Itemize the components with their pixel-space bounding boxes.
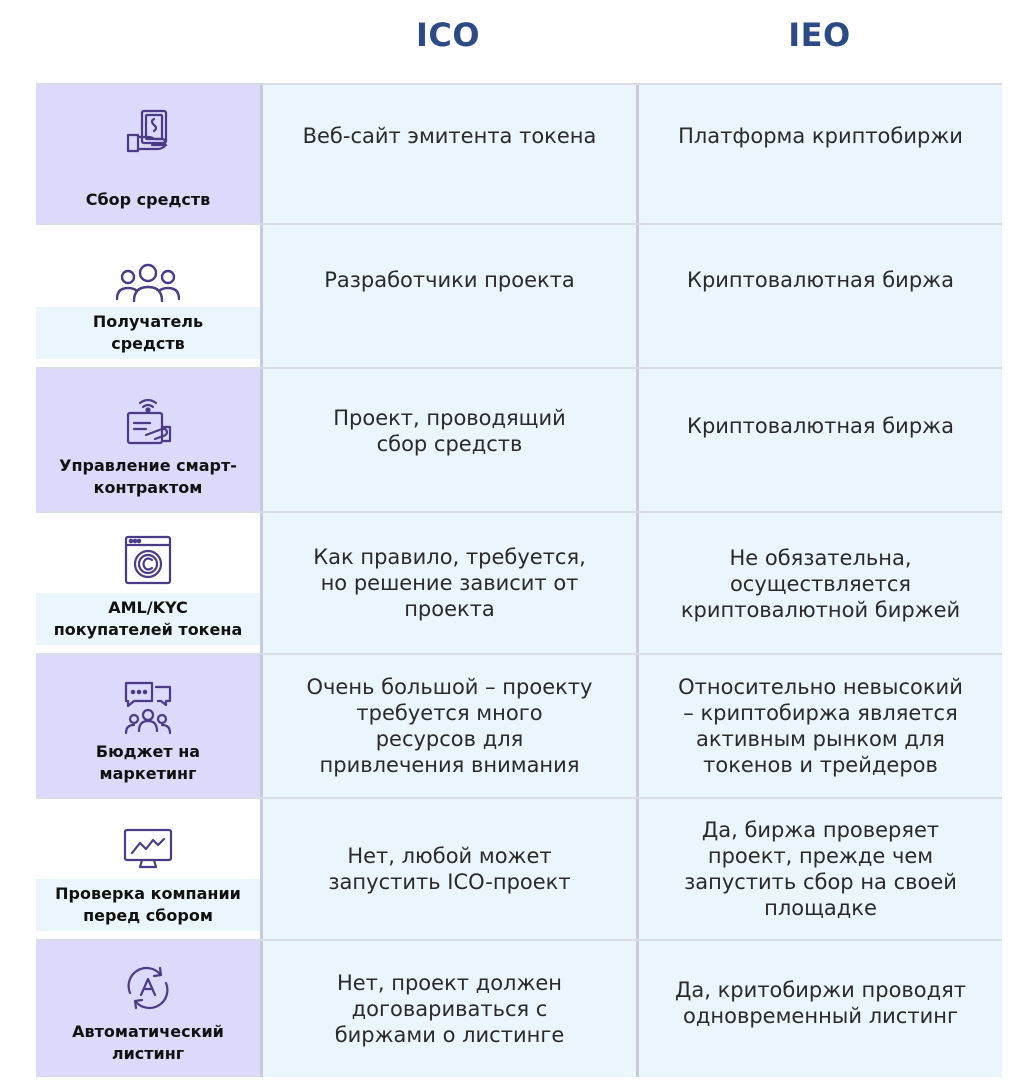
ieo-cell: Да, критобиржи проводят одновременный листинг [639, 941, 1002, 1077]
ico-cell: Разработчики проекта [263, 225, 639, 367]
category-cell [36, 655, 263, 797]
comparison-table [36, 83, 1002, 1077]
ico-cell: Нет, любой может запустить ICO-проект [263, 799, 639, 939]
chat-people-icon [122, 677, 174, 737]
table-row [36, 83, 1002, 225]
table-row [36, 799, 1002, 941]
ico-cell: Веб-сайт эмитента токена [263, 85, 639, 223]
people-group-icon [113, 261, 183, 309]
category-cell [36, 369, 263, 511]
ieo-cell: Криптовалютная биржа [639, 369, 1002, 511]
category-label: Получатель средств [36, 307, 260, 359]
category-cell [36, 225, 263, 367]
table-row [36, 369, 1002, 513]
ico-cell: Проект, проводящий сбор средств [263, 369, 639, 511]
money-hand-icon [122, 105, 174, 157]
ico-cell: Очень большой – проекту требуется много ресурсов для привлечения внимания [263, 655, 639, 797]
auto-cycle-icon [122, 963, 174, 1013]
category-label: Сбор средств [85, 190, 211, 209]
ieo-cell: Относительно невысокий – криптобиржа является активным рынком для токенов и трейдеров [639, 655, 1002, 797]
category-label: Управление смарт- контрактом [59, 456, 237, 497]
table-row [36, 655, 1002, 799]
category-cell [36, 85, 263, 223]
ieo-cell: Криптовалютная биржа [639, 225, 1002, 367]
table-row [36, 513, 1002, 655]
copyright-browser-icon [124, 535, 172, 585]
smart-contract-hand-icon [118, 395, 178, 451]
ico-cell: Как правило, требуется, но решение зависит от проекта [263, 513, 639, 653]
category-label: Проверка компании перед сбором [36, 879, 260, 931]
monitor-chart-icon [122, 827, 174, 871]
table-row [36, 941, 1002, 1077]
category-label: AML/KYC покупателей токена [36, 593, 260, 645]
column-header-ico: ICO [415, 16, 481, 54]
category-cell [36, 941, 263, 1077]
table-row [36, 225, 1002, 369]
ieo-cell: Да, биржа проверяет проект, прежде чем запустить сбор на своей площадке [639, 799, 1002, 939]
category-label: Бюджет на маркетинг [95, 742, 201, 783]
column-header-ieo: IEO [788, 16, 851, 54]
category-cell [36, 799, 263, 939]
ieo-cell: Не обязательна, осуществляется криптовалютной биржей [639, 513, 1002, 653]
category-cell [36, 513, 263, 653]
category-label: Автоматический листинг [72, 1022, 224, 1063]
ieo-cell: Платформа криптобиржи [639, 85, 1002, 223]
ico-cell: Нет, проект должен договариваться с биржами о листинге [263, 941, 639, 1077]
